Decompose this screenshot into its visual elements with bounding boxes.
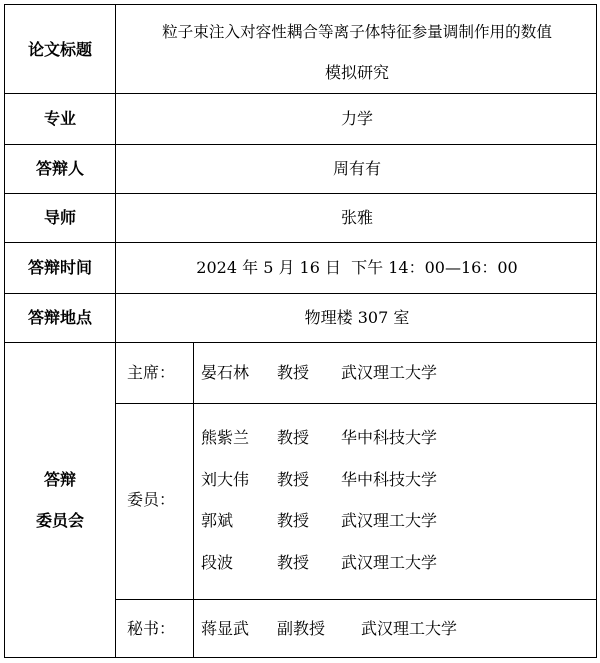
members-role: 委员： [127, 490, 176, 509]
member-title: 教授 [277, 553, 310, 572]
table-border-right [596, 4, 597, 658]
member-title: 教授 [277, 511, 310, 530]
member-name: 郭斌 [201, 511, 234, 530]
label-advisor: 导师 [43, 208, 77, 227]
member-institution: 华中科技大学 [341, 428, 438, 447]
member-name: 刘大伟 [201, 470, 250, 489]
row-divider [4, 144, 597, 145]
label-major: 专业 [43, 109, 77, 128]
major-value: 力学 [340, 109, 374, 128]
column-divider [193, 342, 194, 658]
label-committee-line1: 答辩 [43, 470, 77, 489]
row-divider [4, 93, 597, 94]
table-border-left [4, 4, 5, 658]
row-divider [115, 599, 597, 600]
defense-location-value: 物理楼 307 室 [304, 308, 410, 327]
secretary-title: 副教授 [277, 619, 326, 638]
label-defender: 答辩人 [35, 159, 85, 178]
member-name: 段波 [201, 553, 234, 572]
label-committee-line2: 委员会 [35, 511, 85, 530]
thesis-title-line1: 粒子束注入对容性耦合等离子体特征参量调制作用的数值 [162, 23, 552, 41]
member-name: 熊紫兰 [201, 428, 250, 447]
label-thesis-title: 论文标题 [27, 40, 93, 59]
member-title: 教授 [277, 470, 310, 489]
label-defense-location: 答辩地点 [27, 308, 93, 327]
row-divider [115, 403, 597, 404]
defender-value: 周有有 [332, 159, 382, 178]
row-divider [4, 242, 597, 243]
chair-role: 主席： [127, 363, 176, 382]
member-institution: 武汉理工大学 [341, 511, 438, 530]
column-divider [115, 4, 116, 658]
member-institution: 华中科技大学 [341, 470, 438, 489]
secretary-institution: 武汉理工大学 [361, 619, 458, 638]
secretary-name: 蒋显武 [201, 619, 250, 638]
chair-title: 教授 [277, 363, 310, 382]
table-border-bottom [4, 657, 597, 658]
thesis-title-line2: 模拟研究 [324, 63, 390, 82]
row-divider [4, 342, 597, 343]
row-divider [4, 193, 597, 194]
chair-name: 晏石林 [201, 363, 250, 382]
table-border-top [4, 4, 597, 5]
member-institution: 武汉理工大学 [341, 553, 438, 572]
label-defense-time: 答辩时间 [27, 258, 93, 277]
chair-institution: 武汉理工大学 [341, 363, 438, 382]
advisor-value: 张雅 [340, 208, 374, 227]
defense-time-value: 2024 年 5 月 16 日 下午 14：00—16：00 [196, 258, 518, 277]
member-title: 教授 [277, 428, 310, 447]
row-divider [4, 293, 597, 294]
secretary-role: 秘书： [127, 619, 176, 638]
